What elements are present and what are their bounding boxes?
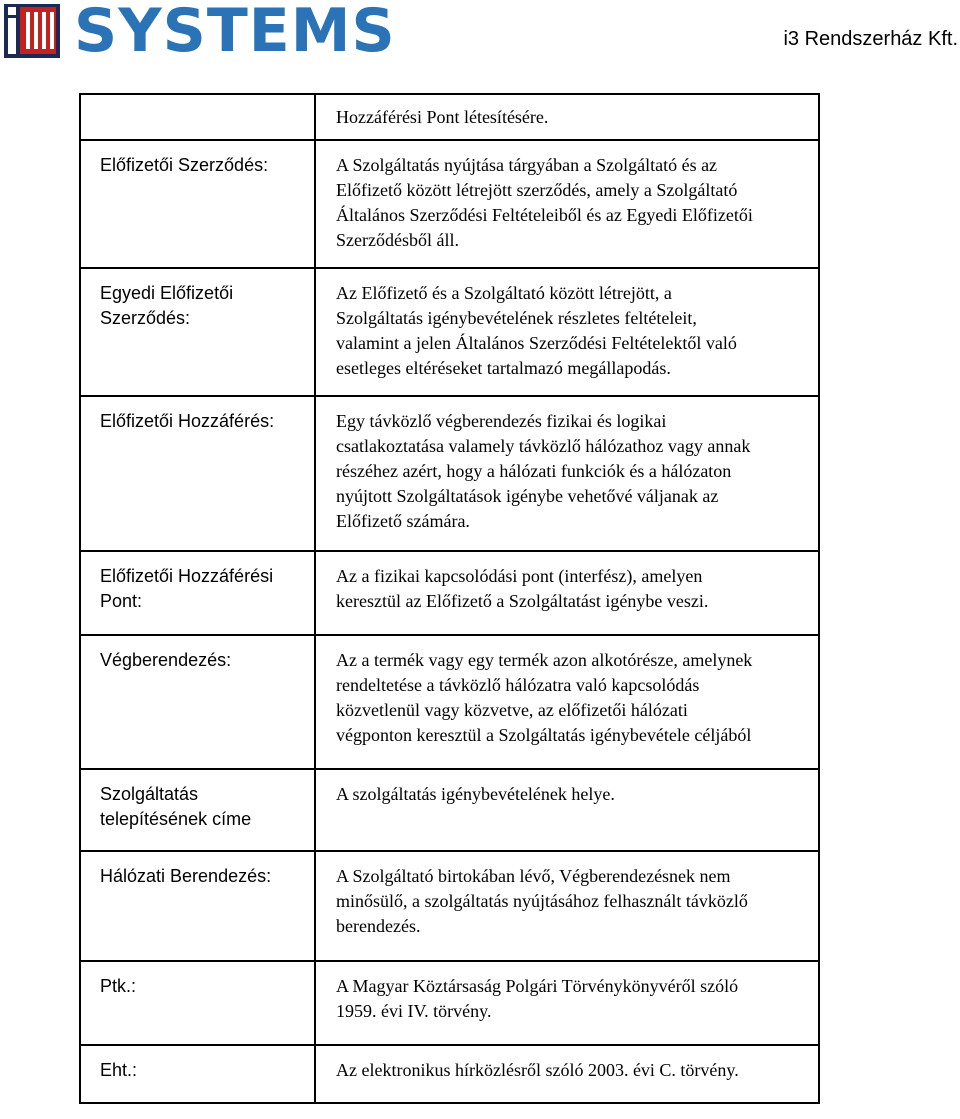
definition-cell bbox=[315, 268, 819, 396]
definition-cell bbox=[315, 396, 819, 551]
definition-row bbox=[80, 851, 819, 961]
definition-line: csatlakoztatása valamely távközlő hálózathoz vagy annak bbox=[336, 436, 751, 456]
definition-line: Szerződésből áll. bbox=[336, 230, 459, 250]
definition-line: Szolgáltatás igénybevételének részletes feltételeit, bbox=[336, 308, 697, 328]
definition-cell bbox=[315, 961, 819, 1045]
definition-row bbox=[80, 94, 819, 140]
term-label: Előfizetői Hozzáférési Pont: bbox=[100, 566, 274, 611]
definition-line: A Magyar Köztársaság Polgári Törvénykönyvéről szóló bbox=[336, 976, 739, 996]
definition-row bbox=[80, 769, 819, 851]
term-cell bbox=[80, 851, 315, 961]
term-cell bbox=[80, 268, 315, 396]
definition-line: Előfizető számára. bbox=[336, 511, 470, 531]
definition-row bbox=[80, 961, 819, 1045]
definition-text bbox=[336, 962, 818, 1024]
definition-row bbox=[80, 268, 819, 396]
definition-cell bbox=[315, 769, 819, 851]
definition-line: Az a termék vagy egy termék azon alkotórésze, amelynek bbox=[336, 650, 753, 670]
definition-line: berendezés. bbox=[336, 916, 421, 936]
definition-line: Hozzáférési Pont létesítésére. bbox=[336, 107, 549, 127]
definition-line: rendeltetése a távközlő hálózatra való kapcsolódás bbox=[336, 675, 700, 695]
definition-text bbox=[336, 636, 818, 748]
definition-line: esetleges eltéréseket tartalmazó megállapodás. bbox=[336, 358, 671, 378]
definition-line: A Szolgáltatás nyújtása tárgyában a Szolgáltató és az bbox=[336, 155, 718, 175]
term-cell bbox=[80, 1045, 315, 1103]
term-label: Egyedi Előfizetői Szerződés: bbox=[100, 283, 234, 328]
definition-cell bbox=[315, 1045, 819, 1103]
definition-row bbox=[80, 635, 819, 769]
definition-line: 1959. évi IV. törvény. bbox=[336, 1001, 492, 1021]
definition-text bbox=[336, 397, 818, 534]
term-cell bbox=[80, 961, 315, 1045]
definition-line: Egy távközlő végberendezés fizikai és logikai bbox=[336, 411, 667, 431]
term-label: Végberendezés: bbox=[100, 650, 232, 670]
logo-text: SYSTEMS bbox=[74, 0, 396, 66]
definition-text bbox=[336, 1046, 818, 1083]
definition-text bbox=[336, 141, 818, 253]
term-cell bbox=[80, 94, 315, 140]
definition-line: minősülő, a szolgáltatás nyújtásához felhasznált távközlő bbox=[336, 891, 748, 911]
definition-line: részéhez azért, hogy a hálózati funkciók és a hálózaton bbox=[336, 461, 732, 481]
definitions-table bbox=[79, 93, 820, 1104]
term-cell bbox=[80, 551, 315, 635]
definition-line: A Szolgáltató birtokában lévő, Végberendezésnek nem bbox=[336, 866, 731, 886]
term-cell bbox=[80, 140, 315, 268]
term-cell bbox=[80, 769, 315, 851]
definition-line: Az elektronikus hírközlésről szóló 2003. évi C. törvény. bbox=[336, 1060, 739, 1080]
definition-text bbox=[336, 552, 818, 614]
definition-line: valamint a jelen Általános Szerződési Feltételektől való bbox=[336, 333, 737, 353]
term-cell bbox=[80, 396, 315, 551]
definition-line: A szolgáltatás igénybevételének helye. bbox=[336, 784, 615, 804]
definition-row bbox=[80, 140, 819, 268]
definition-row bbox=[80, 551, 819, 635]
definition-cell bbox=[315, 551, 819, 635]
term-label: Előfizetői Hozzáférés: bbox=[100, 411, 275, 431]
definition-text bbox=[336, 770, 818, 807]
term-label: Hálózati Berendezés: bbox=[100, 866, 272, 886]
definition-line: Az Előfizető és a Szolgáltató között létrejött, a bbox=[336, 283, 672, 303]
definition-row bbox=[80, 396, 819, 551]
i3-logo-mark-icon bbox=[4, 4, 60, 58]
term-label bbox=[100, 95, 310, 105]
term-cell bbox=[80, 635, 315, 769]
term-label: Szolgáltatás telepítésének címe bbox=[100, 784, 252, 829]
definition-line: Előfizető között létrejött szerződés, amely a Szolgáltató bbox=[336, 180, 738, 200]
definition-line: nyújtott Szolgáltatások igénybe vehetővé váljanak az bbox=[336, 486, 719, 506]
definition-cell bbox=[315, 94, 819, 140]
definition-line: Általános Szerződési Feltételeiből és az Egyedi Előfizetői bbox=[336, 205, 753, 225]
definition-line: közvetlenül vagy közvetve, az előfizetői hálózati bbox=[336, 700, 688, 720]
definition-text bbox=[336, 852, 818, 939]
definition-row bbox=[80, 1045, 819, 1103]
term-label: Ptk.: bbox=[100, 976, 137, 996]
term-label: Eht.: bbox=[100, 1060, 138, 1080]
definition-cell bbox=[315, 851, 819, 961]
definition-cell bbox=[315, 140, 819, 268]
definition-cell bbox=[315, 635, 819, 769]
company-name: i3 Rendszerház Kft. bbox=[783, 28, 958, 50]
company-logo bbox=[0, 0, 396, 66]
definition-line: Az a fizikai kapcsolódási pont (interfész), amelyen bbox=[336, 566, 703, 586]
definition-line: keresztül az Előfizető a Szolgáltatást igénybe veszi. bbox=[336, 591, 709, 611]
definition-text bbox=[336, 269, 818, 381]
term-label: Előfizetői Szerződés: bbox=[100, 155, 269, 175]
definition-line: végponton keresztül a Szolgáltatás igénybevétele céljából bbox=[336, 725, 752, 745]
definition-text bbox=[336, 95, 818, 130]
